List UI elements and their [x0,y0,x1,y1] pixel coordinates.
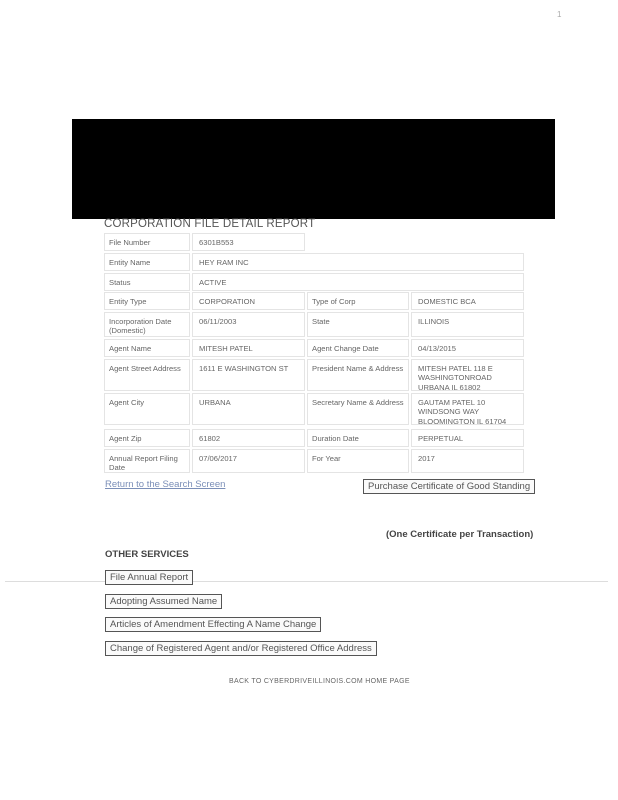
agent-name-value: MITESH PATEL [192,339,305,357]
entity-name-label: Entity Name [104,253,190,271]
change-registered-agent-button[interactable]: Change of Registered Agent and/or Registered Office Address [105,641,377,656]
incorporation-date-label: Incorporation Date (Domestic) [104,312,190,337]
home-page-link[interactable]: BACK TO CYBERDRIVEILLINOIS.COM HOME PAGE [229,678,410,685]
annual-report-date-value: 07/06/2017 [192,449,305,473]
agent-name-label: Agent Name [104,339,190,357]
adopting-assumed-name-button[interactable]: Adopting Assumed Name [105,594,222,609]
state-label: State [307,312,409,337]
purchase-certificate-button[interactable]: Purchase Certificate of Good Standing [363,479,535,494]
agent-zip-label: Agent Zip [104,429,190,447]
duration-date-value: PERPETUAL [411,429,524,447]
secretary-label: Secretary Name & Address [307,393,409,425]
other-services-title: OTHER SERVICES [105,549,189,560]
secretary-value: GAUTAM PATEL 10 WINDSONG WAY BLOOMINGTON IL 61704 [411,393,524,425]
status-value: ACTIVE [192,273,524,291]
name-change-amendment-button[interactable]: Articles of Amendment Effecting A Name Change [105,617,321,632]
redaction-bar [72,119,555,219]
status-label: Status [104,273,190,291]
duration-date-label: Duration Date [307,429,409,447]
entity-type-value: CORPORATION [192,292,305,310]
agent-city-value: URBANA [192,393,305,425]
file-number-label: File Number [104,233,190,251]
for-year-label: For Year [307,449,409,473]
annual-report-date-label: Annual Report Filing Date [104,449,190,473]
entity-name-value: HEY RAM INC [192,253,524,271]
incorporation-date-value: 06/11/2003 [192,312,305,337]
type-of-corp-value: DOMESTIC BCA [411,292,524,310]
agent-change-date-value: 04/13/2015 [411,339,524,357]
agent-city-label: Agent City [104,393,190,425]
agent-change-date-label: Agent Change Date [307,339,409,357]
file-number-value: 6301B553 [192,233,305,251]
agent-street-value: 1611 E WASHINGTON ST [192,359,305,391]
page-divider [5,581,608,582]
certificate-note: (One Certificate per Transaction) [386,529,534,540]
page-corner-mark: 1 [557,10,562,19]
agent-street-label: Agent Street Address [104,359,190,391]
report-title: CORPORATION FILE DETAIL REPORT [104,218,316,230]
type-of-corp-label: Type of Corp [307,292,409,310]
president-label: President Name & Address [307,359,409,391]
agent-zip-value: 61802 [192,429,305,447]
state-value: ILLINOIS [411,312,524,337]
file-annual-report-button[interactable]: File Annual Report [105,570,193,585]
entity-type-label: Entity Type [104,292,190,310]
for-year-value: 2017 [411,449,524,473]
return-to-search-link[interactable]: Return to the Search Screen [105,479,226,490]
president-value: MITESH PATEL 118 E WASHINGTONROAD URBANA IL 61802 [411,359,524,391]
